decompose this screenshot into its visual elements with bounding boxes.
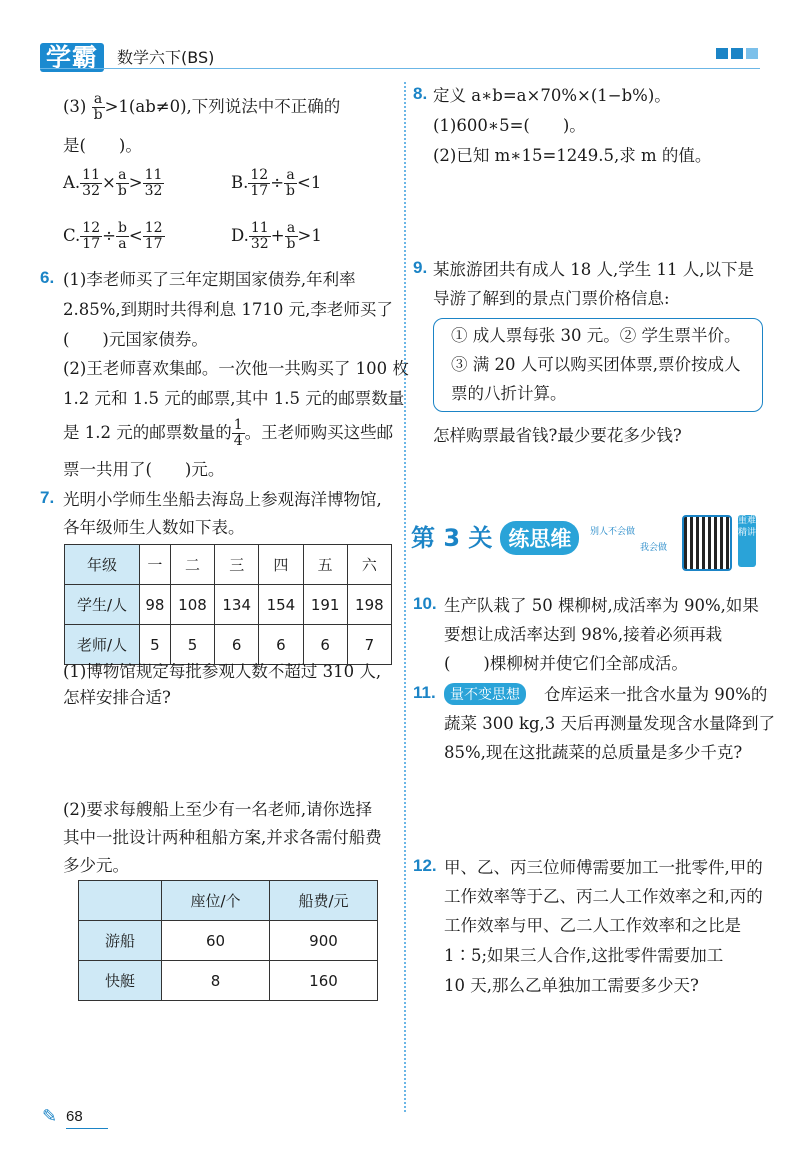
q10-number: 10.	[413, 594, 437, 613]
boat-table: 座位/个 船费/元 游船 60 900 快艇 8 160	[78, 880, 378, 1001]
logo-text: 学霸	[40, 43, 104, 72]
q12-text: 1∶5;如果三人合作,这批零件需要加工	[444, 946, 724, 965]
column-divider	[404, 82, 406, 1112]
header-square-icon	[731, 48, 743, 59]
q6-text: 1.2 元和 1.5 元的邮票,其中 1.5 元的邮票数量	[63, 389, 405, 408]
q11-text: 85%,现在这批蔬菜的总质量是多少千克?	[444, 743, 743, 762]
book-title: 数学六下(BS)	[117, 48, 215, 67]
q11-text: 仓库运来一批含水量为 90%的	[544, 685, 768, 704]
q12-text: 工作效率与甲、乙二人工作效率和之比是	[444, 916, 741, 935]
q9-text: 某旅游团共有成人 18 人,学生 11 人,以下是	[433, 260, 754, 279]
q11-text: 蔬菜 300 kg,3 天后再测量发现含水量降到了	[444, 714, 776, 733]
q8-text: (1)600∗5=( )。	[433, 116, 586, 135]
q7-sub2: (2)要求每艘船上至少有一名老师,请你选择	[63, 800, 373, 819]
q8-number: 8.	[413, 84, 428, 103]
q12-number: 12.	[413, 856, 437, 875]
q6-text: 是 1.2 元的邮票数量的 $\frac{1}{4}$ 。王老师购买这些邮	[63, 417, 394, 449]
q7-text: 光明小学师生坐船去海岛上参观海洋博物馆,	[63, 490, 382, 509]
q5-3-stem-line2: 是( )。	[63, 136, 142, 155]
price-info-line: ① 成人票每张 30 元。② 学生票半价。	[451, 326, 741, 345]
q9-number: 9.	[413, 258, 428, 277]
option-b: B. $\frac{12}{17}$ ÷ $\frac{a}{b}$ <1	[231, 167, 322, 199]
q8-text: (2)已知 m∗15=1249.5,求 m 的值。	[433, 146, 712, 165]
q7-number: 7.	[40, 488, 55, 507]
q12-text: 10 天,那么乙单独加工需要多少天?	[444, 976, 699, 995]
table-row: 游船 60 900	[79, 921, 378, 961]
q7-sub2: 其中一批设计两种租船方案,并求各需付船费	[63, 828, 382, 847]
page-number: 68	[66, 1108, 83, 1125]
grade-table: 年级 一 二 三 四 五 六 学生/人 98 108 134 154 191 198 老师/人 5 5 6 6 6 7	[64, 544, 392, 665]
q8-text: 定义 a∗b=a×70%×(1−b%)。	[433, 86, 671, 105]
q6-text: ( )元国家债券。	[63, 330, 208, 349]
q6-text: (2)王老师喜欢集邮。一次他一共购买了 100 枚	[63, 359, 409, 378]
option-c: C. $\frac{12}{17}$ ÷ $\frac{b}{a}$ < $\frac{12}{17}$	[63, 220, 163, 252]
q7-text: 各年级师生人数如下表。	[63, 518, 245, 537]
option-a: A. $\frac{11}{32}$ × $\frac{a}{b}$ > $\frac{11}{32}$	[63, 167, 163, 199]
header-rule	[40, 68, 760, 69]
q10-text: 要想让成活率达到 98%,接着必须再栽	[444, 625, 723, 644]
method-tag: 量不变思想	[444, 683, 526, 705]
pencil-icon: ✎	[42, 1106, 58, 1127]
q12-text: 工作效率等于乙、丙二人工作效率之和,丙的	[444, 887, 763, 906]
price-info-line: 票的八折计算。	[451, 384, 567, 403]
q6-text: (1)李老师买了三年定期国家债券,年利率	[63, 270, 356, 289]
q12-text: 甲、乙、丙三位师傅需要加工一批零件,甲的	[444, 858, 763, 877]
table-row: 学生/人 98 108 134 154 191 198	[65, 585, 392, 625]
header-square-icon	[716, 48, 728, 59]
qr-label: 重难精讲	[738, 515, 756, 567]
qr-code-icon[interactable]	[682, 515, 732, 571]
q9-text: 导游了解到的景点门票价格信息:	[433, 289, 670, 308]
level-slogan: 我会做	[640, 543, 668, 553]
q7-sub1: 怎样安排合适?	[63, 688, 171, 707]
q6-text: 2.85%,到期时共得利息 1710 元,李老师买了	[63, 300, 393, 319]
footer-rule	[66, 1128, 108, 1129]
table-row: 快艇 8 160	[79, 961, 378, 1001]
q6-text: 票一共用了( )元。	[63, 460, 225, 479]
q7-sub2: 多少元。	[63, 856, 129, 875]
fraction: $\frac{a}{b}$	[93, 91, 103, 123]
q9-question: 怎样购票最省钱?最少要花多少钱?	[433, 426, 682, 445]
q5-3-stem: (3) $\frac{a}{b}$ >1(ab≠0),下列说法中不正确的	[63, 91, 341, 123]
table-row: 老师/人 5 5 6 6 6 7	[65, 625, 392, 665]
q10-text: ( )棵柳树并使它们全部成活。	[444, 654, 688, 673]
level-banner: 第 3 关 练思维	[411, 518, 579, 555]
q6-number: 6.	[40, 268, 55, 287]
q10-text: 生产队栽了 50 棵柳树,成活率为 90%,如果	[444, 596, 759, 615]
option-d: D. $\frac{11}{32}$ + $\frac{a}{b}$ >1	[231, 220, 322, 252]
q11-number: 11.	[413, 683, 436, 702]
price-info-line: ③ 满 20 人可以购买团体票,票价按成人	[451, 355, 741, 374]
level-slogan: 别人不会做	[590, 527, 636, 537]
q7-sub1: (1)博物馆规定每批参观人数不超过 310 人,	[63, 662, 382, 681]
header-square-icon	[746, 48, 758, 59]
